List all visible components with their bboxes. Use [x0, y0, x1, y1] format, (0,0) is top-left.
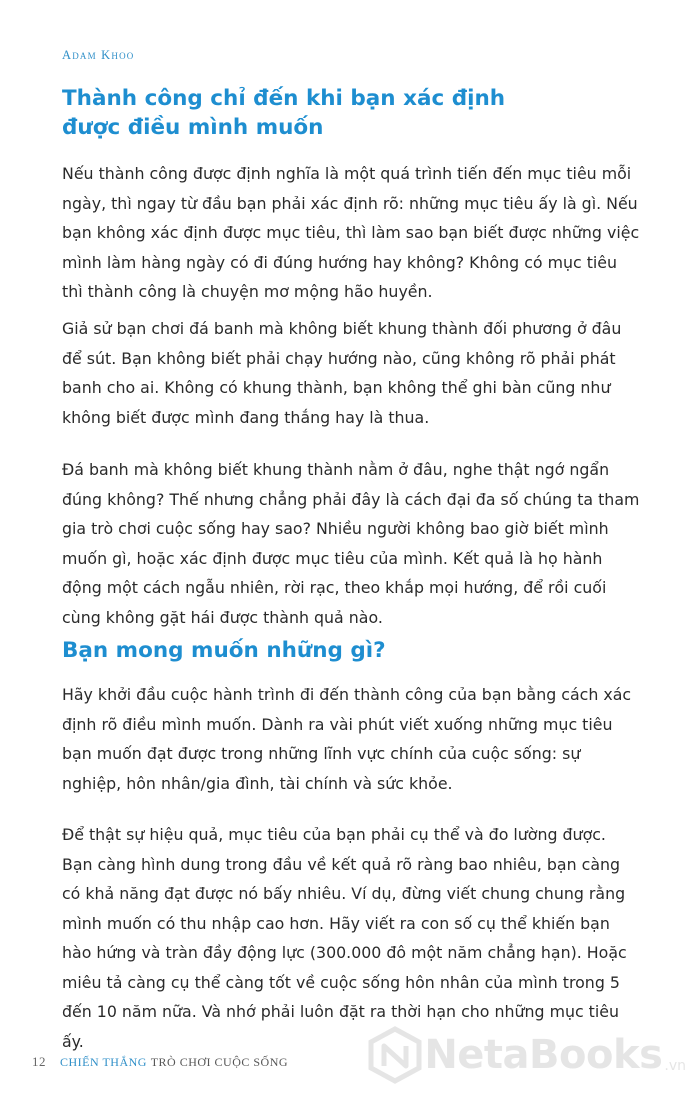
watermark-brand: NetaBooks: [424, 1032, 663, 1078]
section-heading-1: Thành công chỉ đến khi bạn xác định được điều mình muốn: [62, 86, 506, 140]
paragraph-3: Đá banh mà không biết khung thành nằm ở đâu, nghe thật ngớ ngẩn đúng không? Thế nhưng chẳng phải đây là cách đại đa số chúng ta tham gia trò chơi cuộc sống hay sao? Nhiều người không bao giờ biết mình muốn gì, hoặc xác định được mục tiêu của mình. Kết quả là họ hành động một cách ngẫu nhiên, rời rạc, theo khắp mọi hướng, để rồi cuối cùng không gặt hái được thành quả nào.: [62, 460, 640, 627]
running-head: Adam Khoo: [62, 48, 135, 62]
paragraph-4: Hãy khởi đầu cuộc hành trình đi đến thành công của bạn bằng cách xác định rõ điều mình muốn. Dành ra vài phút viết xuống những mục tiêu bạn muốn đạt được trong những lĩnh vực chính của cuộc sống: sự nghiệp, hôn nhân/gia đình, tài chính và sức khỏe.: [62, 685, 632, 793]
section-heading-2: Bạn mong muốn những gì?: [62, 638, 386, 663]
book-title-accent: CHIẾN THẮNG: [60, 1055, 147, 1069]
page-number: 12: [32, 1054, 46, 1069]
paragraph-2: Giả sử bạn chơi đá banh mà không biết khung thành đối phương ở đâu để sút. Bạn không biết phải chạy hướng nào, cũng không rõ phải phát banh cho ai. Không có khung thành, bạn không thể ghi bàn cũng như không biết được mình đang thắng hay là thua.: [62, 319, 622, 427]
netabooks-logo-icon: [366, 1026, 424, 1084]
paragraph-5: Để thật sự hiệu quả, mục tiêu của bạn phải cụ thể và đo lường được. Bạn càng hình dung trong đầu về kết quả rõ ràng bao nhiêu, bạn càng có khả năng đạt được nó bấy nhiêu. Ví dụ, đừng viết chung chung rằng mình muốn có thu nhập cao hơn. Hãy viết ra con số cụ thể khiến bạn hào hứng và tràn đầy động lực (300.000 đô một năm chẳng hạn). Hoặc miêu tả càng cụ thể càng tốt về cuộc sống hôn nhân của mình trong 5 đến 10 năm nữa. Và nhớ phải luôn đặt ra thời hạn cho những mục tiêu ấy.: [62, 825, 627, 1051]
page-footer: [32, 1054, 288, 1070]
book-title-rest: TRÒ CHƠI CUỘC SỐNG: [150, 1055, 289, 1069]
watermark: [366, 1026, 686, 1084]
watermark-tld: .vn: [664, 1058, 686, 1074]
paragraph-1: Nếu thành công được định nghĩa là một quá trình tiến đến mục tiêu mỗi ngày, thì ngay từ đầu bạn phải xác định rõ: những mục tiêu ấy là gì. Nếu bạn không xác định được mục tiêu, thì làm sao bạn biết được những việc mình làm hàng ngày có đi đúng hướng hay không? Không có mục tiêu thì thành công là chuyện mơ mộng hão huyền.: [62, 164, 640, 301]
